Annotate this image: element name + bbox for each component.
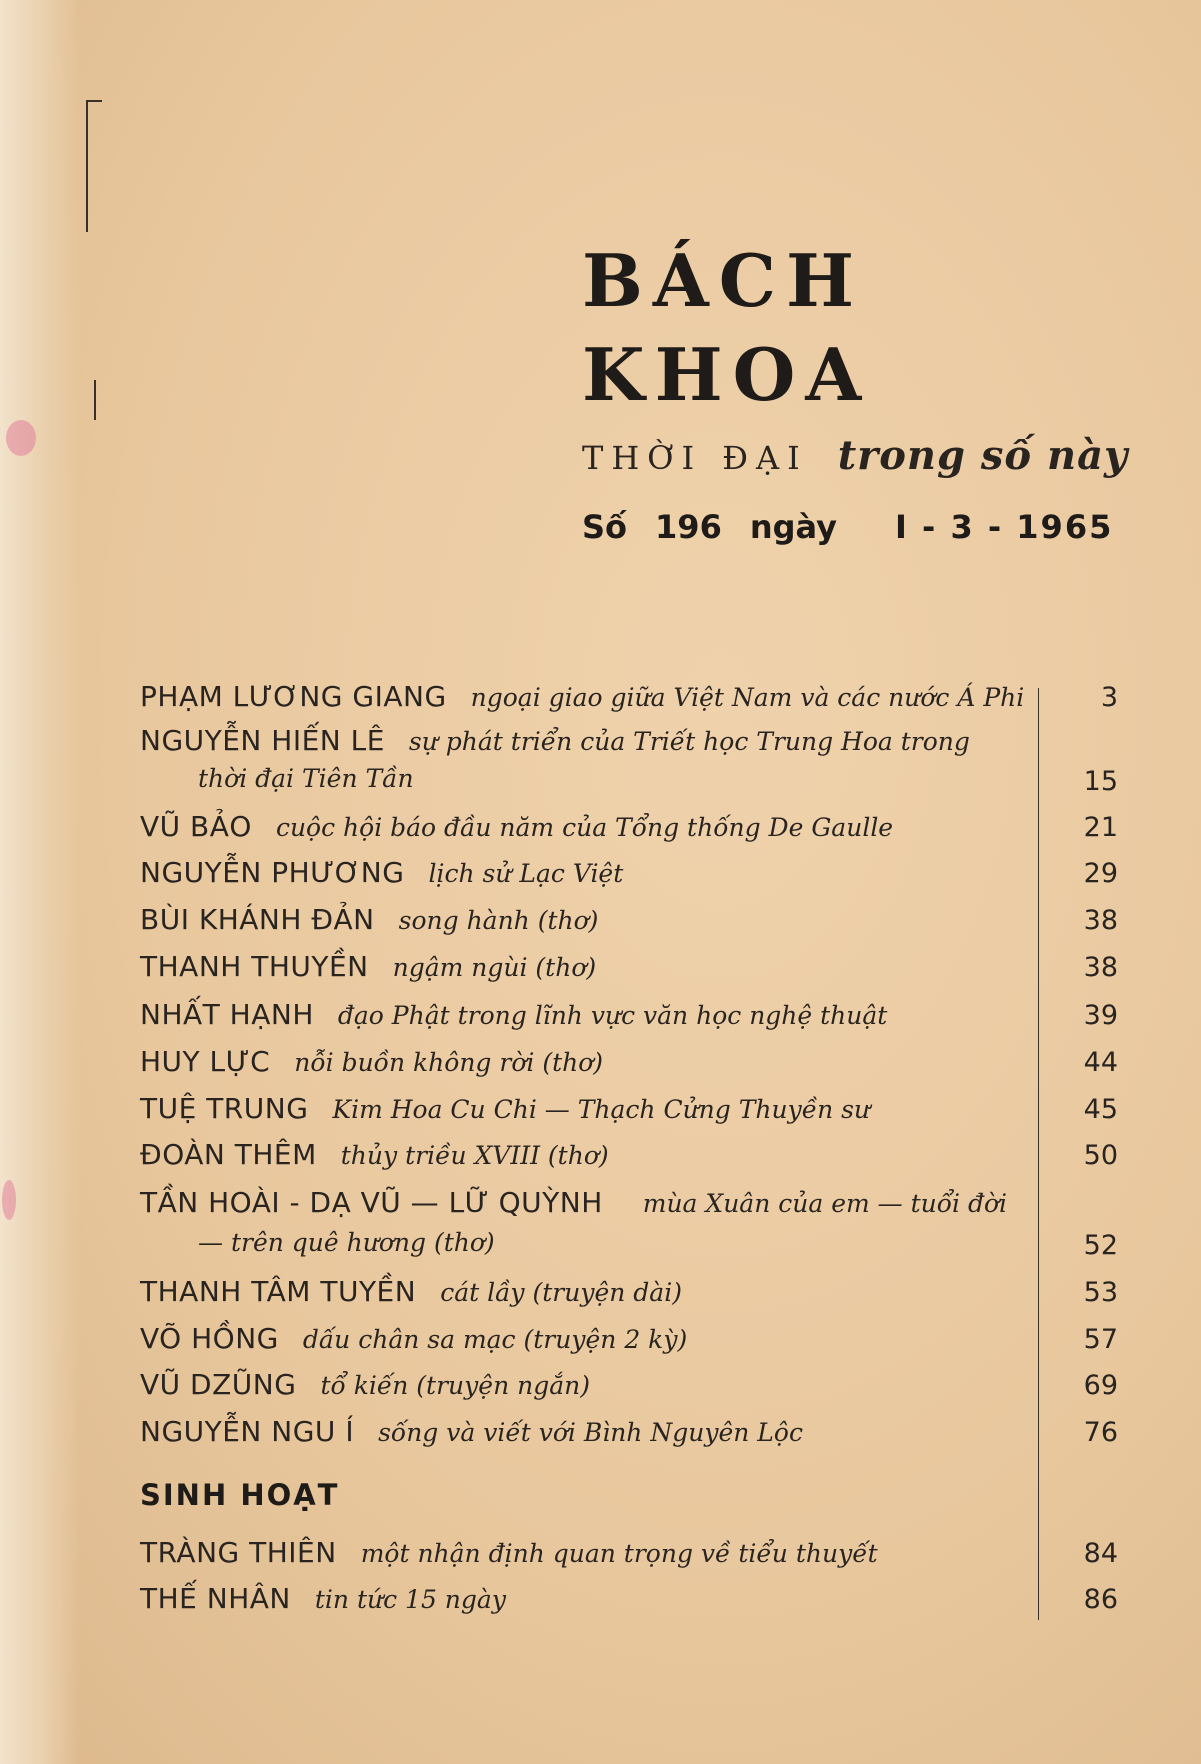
subtitle-thoi: THỜI [582,439,703,477]
toc-author: PHẠM LƯƠNG GIANG [140,680,447,713]
toc-title: đạo Phật trong lĩnh vực văn học nghệ thuật [337,1001,888,1030]
toc-author: VŨ BẢO [140,810,252,843]
toc-title: dấu chân sa mạc (truyện 2 kỳ) [302,1325,688,1354]
toc-title-continued: — trên quê hương (thơ) [198,1228,495,1257]
toc-page-number: 3 [1100,682,1118,713]
toc-page-number: 69 [1083,1370,1118,1401]
toc-page-number: 45 [1083,1094,1118,1125]
binding-mark [86,100,102,232]
toc-page-number: 76 [1083,1417,1118,1448]
toc-title: lịch sử Lạc Việt [428,859,624,888]
issue-date: I - 3 - 1965 [894,508,1114,546]
toc-author: NGUYỄN PHƯƠNG [140,856,405,889]
toc-author: THANH THUYỀN [140,950,369,983]
toc-page-number: 29 [1083,858,1118,889]
toc-author: VŨ DZŨNG [140,1368,297,1401]
toc-title: nỗi buồn không rời (thơ) [294,1048,604,1077]
issue-ngay-label: ngày [749,508,837,546]
magazine-title-line1: BÁCH [582,238,865,323]
toc-author: ĐOÀN THÊM [140,1138,317,1171]
issue-info [582,508,1113,546]
section-heading: SINH HOẠT [140,1478,340,1512]
toc-page-number: 50 [1083,1140,1118,1171]
toc-page-number: 84 [1083,1538,1118,1569]
toc-title-continued: thời đại Tiên Tần [198,764,414,793]
masthead-subtitle [582,432,1128,479]
toc-page-number: 21 [1083,812,1118,843]
subtitle-in-this-issue: trong số này [837,432,1129,479]
toc-author: BÙI KHÁNH ĐẢN [140,903,375,936]
toc-title: một nhận định quan trọng về tiểu thuyết [360,1539,878,1568]
binding-mark [94,380,96,420]
toc-title: mùa Xuân của em — tuổi đời [642,1189,1008,1218]
magazine-title-line2: KHOA [582,332,872,417]
toc-page-number: 38 [1083,905,1118,936]
toc-page-number: 38 [1083,952,1118,983]
toc-title: ngậm ngùi (thơ) [392,953,597,982]
toc-author: NGUYỄN HIẾN LÊ [140,724,385,757]
issue-number: 196 [655,508,722,546]
toc-page-number: 15 [1083,766,1118,797]
toc-author: HUY LỰC [140,1045,271,1078]
toc-author: TẦN HOÀI - DẠ VŨ — LỮ QUỲNH [140,1186,603,1219]
toc-author: TRÀNG THIÊN [140,1536,337,1569]
toc-author: VÕ HỒNG [140,1322,279,1355]
toc-title: tin tức 15 ngày [314,1585,506,1614]
worn-left-edge [0,0,80,1764]
toc-page-number: 44 [1083,1047,1118,1078]
toc-title: song hành (thơ) [398,906,599,935]
masthead [582,238,872,417]
stain-mark [2,1180,16,1220]
toc-page-number: 57 [1083,1324,1118,1355]
toc-author: THANH TÂM TUYỀN [140,1275,417,1308]
toc-author: TUỆ TRUNG [140,1092,309,1125]
toc-title: sống và viết với Bình Nguyên Lộc [378,1418,803,1447]
toc-page-number: 52 [1083,1230,1118,1261]
toc-title: thủy triều XVIII (thơ) [340,1141,609,1170]
toc-title: sự phát triển của Triết học Trung Hoa trong [408,727,970,756]
toc-author: NHẤT HẠNH [140,998,314,1031]
toc-page-number: 53 [1083,1277,1118,1308]
toc-author: NGUYỄN NGU Í [140,1415,355,1448]
page-number-rule [1038,688,1039,1620]
toc-title: ngoại giao giữa Việt Nam và các nước Á Phi [470,683,1025,712]
issue-so-label: Số [582,508,628,546]
toc-page-number: 39 [1083,1000,1118,1031]
toc-title: cuộc hội báo đầu năm của Tổng thống De Gaulle [275,813,894,842]
toc-title: cát lầy (truyện dài) [440,1278,682,1307]
toc-page-number: 86 [1083,1584,1118,1615]
toc-author: THẾ NHÂN [140,1582,291,1615]
stain-mark [6,420,36,456]
toc-title: Kim Hoa Cu Chi — Thạch Cửng Thuyền sư [332,1095,871,1124]
subtitle-dai: ĐẠI [722,439,808,477]
toc-title: tổ kiến (truyện ngắn) [320,1371,590,1400]
